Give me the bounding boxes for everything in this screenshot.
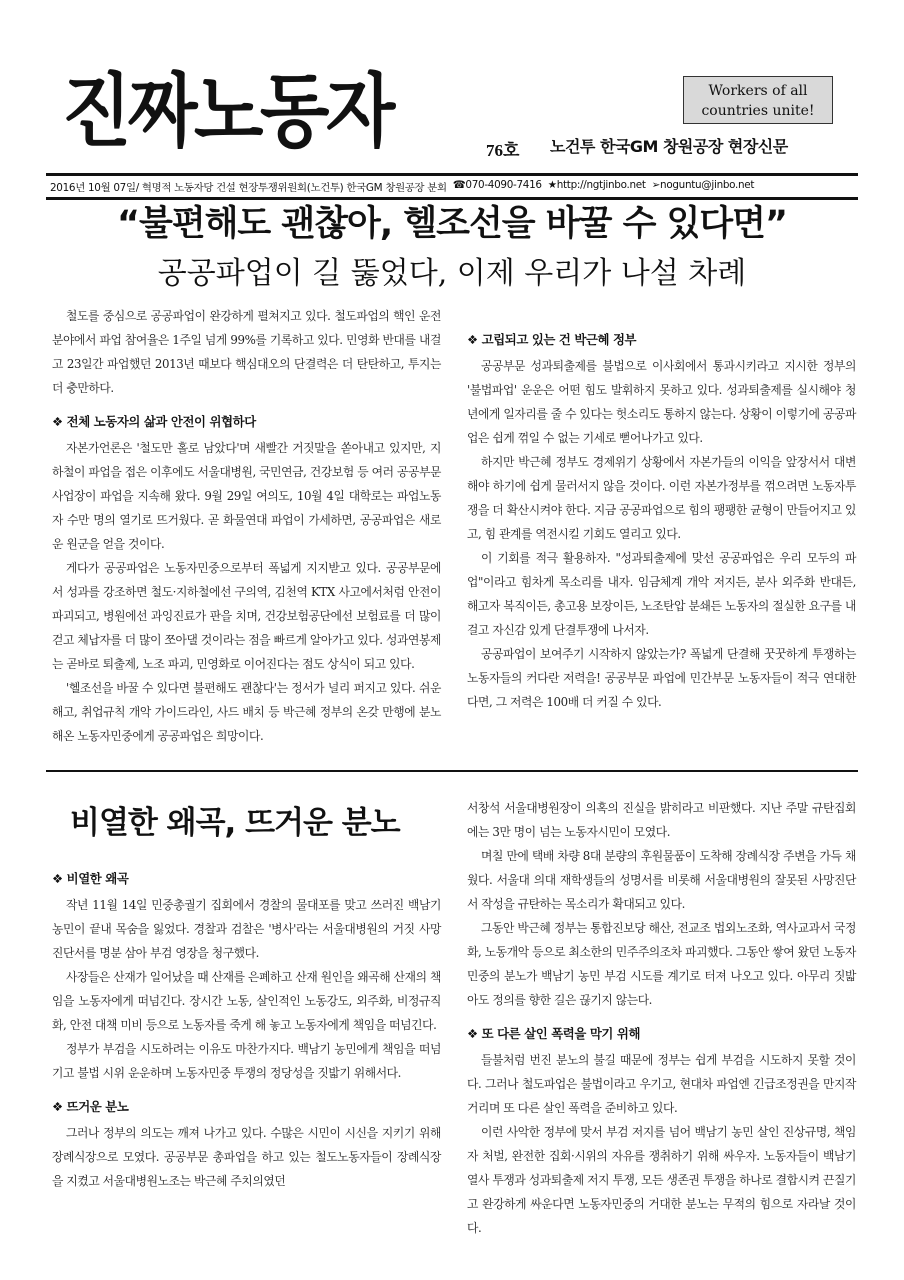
article2-left-column — [52, 857, 441, 1193]
section-heading: ❖ 또 다른 살인 폭력을 막기 위해 — [467, 1026, 641, 1041]
paragraph: 그러나 정부의 의도는 깨져 나가고 있다. 수많은 시민이 시신을 지키기 위해 장례식장으로 모였다. 공공부문 총파업을 하고 있는 철도노동자들이 장례식장을 지켰고 서울대병원노조는 박근혜 주치의였던 — [52, 1126, 441, 1188]
paragraph: 공공부문 성과퇴출제를 불법으로 이사회에서 통과시키라고 지시한 정부의 '불법파업' 운운은 어떤 힘도 발휘하지 못하고 있다. 성과퇴출제를 실시해야 청년에게 일자리를 줄 수 있다는 헛소리도 통하지 않는다. 상황이 이렇기에 공공파업은 쉽게 꺾일 수 없는 기세로 뻗어나가고 있다. — [467, 359, 856, 445]
phone: ☎070-4090-7416 — [452, 179, 542, 191]
paragraph: 며칠 만에 택배 차량 8대 분량의 후원물품이 도착해 장례식장 주변을 가득 채웠다. 서울대 의대 재학생들의 성명서를 비롯해 서울대병원의 잘못된 사망진단서 작성을 규탄하는 목소리가 확대되고 있다. — [467, 849, 856, 911]
section-heading: ❖ 전체 노동자의 삶과 안전이 위협하다 — [52, 414, 256, 429]
article1-right-column — [467, 318, 856, 714]
slogan-box — [683, 76, 833, 124]
paragraph: '헬조선을 바꿀 수 있다면 불편해도 괜찮다'는 정서가 널리 퍼지고 있다. 쉬운 해고, 취업규칙 개악 가이드라인, 사드 배치 등 박근혜 정부의 온갖 만행에 분노해온 노동자민중에게 공공파업은 희망이다. — [52, 681, 441, 743]
slogan-line-1: Workers of all — [708, 83, 808, 99]
paragraph: 하지만 박근혜 정부도 경제위기 상황에서 자본가들의 이익을 앞장서서 대변해야 하기에 쉽게 물러서지 않을 것이다. 이런 자본가정부를 꺾으려면 노동자투쟁을 더 확산시켜야 한다. 지금 공공파업으로 힘의 팽팽한 균형이 만들어지고 있고, 힘 관계를 역전시킬 기회도 열리고 있다. — [467, 455, 856, 541]
section-heading: ❖ 뜨거운 분노 — [52, 1099, 129, 1114]
section-heading: ❖ 고립되고 있는 건 박근혜 정부 — [467, 332, 637, 347]
article1-headline: “불편해도 괜찮아, 헬조선을 바꿀 수 있다면” — [117, 204, 787, 244]
section-heading: ❖ 비열한 왜곡 — [52, 871, 129, 886]
paragraph: 공공파업이 보여주기 시작하지 않았는가? 폭넓게 단결해 꿋꿋하게 투쟁하는 노동자들의 커다란 저력을! 공공부문 파업에 민간부문 노동자들이 적극 연대한다면, 그 저력은 100배 더 커질 수 있다. — [467, 647, 856, 709]
paragraph: 들불처럼 번진 분노의 불길 때문에 정부는 쉽게 부검을 시도하지 못할 것이다. 그러나 철도파업은 불법이라고 우기고, 현대차 파업엔 긴급조정권을 만지작거리며 또 다른 살인 폭력을 준비하고 있다. — [467, 1053, 856, 1115]
article1-left-column — [52, 304, 441, 748]
slogan-line-2: countries unite! — [701, 103, 815, 119]
paragraph: 그동안 박근혜 정부는 통합진보당 해산, 전교조 법외노조화, 역사교과서 국정화, 노동개악 등으로 최소한의 민주주의조차 파괴했다. 그동안 쌓여 왔던 노동자민중의 분노가 백남기 농민 부검 시도를 계기로 터져 나오고 있다. 아무리 짓밟아도 정의를 향한 길은 끊기지 않는다. — [467, 921, 856, 1007]
paragraph: 서창석 서울대병원장이 의혹의 진실을 밝히라고 비판했다. 지난 주말 규탄집회에는 3만 명이 넘는 노동자시민이 모였다. — [467, 801, 856, 839]
email-link[interactable]: ➢noguntu@jinbo.net — [651, 179, 755, 191]
paragraph: 이런 사악한 정부에 맞서 부검 저지를 넘어 백남기 농민 살인 진상규명, 책임자 처벌, 완전한 집회·시위의 자유를 쟁취하기 위해 싸우자. 노동자들이 백남기 열사 투쟁과 성과퇴출제 저지 투쟁, 모든 생존권 투쟁을 하나로 결합시켜 끈질기고 완강하게 싸운다면 노동자민중의 거대한 분노는 무적의 힘으로 자라날 것이다. — [467, 1125, 856, 1235]
paragraph: 철도를 중심으로 공공파업이 완강하게 펼쳐지고 있다. 철도파업의 핵인 운전 분야에서 파업 참여율은 1주일 넘게 99%를 기록하고 있다. 민영화 반대를 내걸고 23일간 파업했던 2013년 때보다 핵심대오의 단결력은 더 탄탄하고, 투지는 더 충만하다. — [52, 309, 441, 395]
paragraph: 이 기회를 적극 활용하자. "성과퇴출제에 맞선 공공파업은 우리 모두의 파업"이라고 힘차게 목소리를 내자. 임금체계 개악 저지든, 분사 외주화 반대든, 해고자 복직이든, 총고용 보장이든, 노조탄압 분쇄든 노동자의 절실한 요구를 내걸고 자신감 있게 단결투쟁에 나서자. — [467, 551, 856, 637]
paragraph: 작년 11월 14일 민중총궐기 집회에서 경찰의 물대포를 맞고 쓰러진 백남기 농민이 끝내 목숨을 잃었다. 경찰과 검찰은 '병사'라는 서울대병원의 거짓 사망진단서를 명분 삼아 부검 영장을 청구했다. — [52, 898, 441, 960]
article2-title: 비열한 왜곡, 뜨거운 분노 — [70, 805, 400, 841]
article2-right-column — [467, 796, 856, 1240]
date-org: 2016년 10월 07일/ 혁명적 노동자당 건설 현장투쟁위원회(노건투) 한국GM 창원공장 분회 — [50, 182, 447, 194]
newspaper-subtitle: 노건투 한국GM 창원공장 현장신문 — [550, 137, 788, 156]
info-bar — [50, 179, 856, 194]
website-link[interactable]: ★http://ngtjinbo.net — [547, 179, 646, 191]
article1-subhead: 공공파업이 길 뚫었다, 이제 우리가 나설 차례 — [157, 256, 747, 291]
masthead-rule-top — [46, 173, 858, 176]
paragraph: 자본가언론은 '철도만 홀로 남았다'며 새빨간 거짓말을 쏟아내고 있지만, 지하철이 파업을 접은 이후에도 서울대병원, 국민연금, 건강보험 등 여러 공공부문 사업장이 파업을 지속해 왔다. 9월 29일 여의도, 10월 4일 대학로는 파업노동자 수만 명의 열기로 뜨거웠다. 곧 화물연대 파업이 가세하면, 공공파업은 새로운 원군을 얻을 것이다. — [52, 441, 441, 551]
paragraph: 게다가 공공파업은 노동자민중으로부터 폭넓게 지지받고 있다. 공공부문에서 성과를 강조하면 철도·지하철에선 구의역, 김천역 KTX 사고에서처럼 안전이 파괴되고, 병원에선 과잉진료가 판을 치며, 건강보험공단에선 보험료를 더 많이 걷고 체납자를 더 많이 쪼아댈 것이라는 점을 빠르게 알아가고 있다. 성과연봉제는 곧바로 퇴출제, 노조 파괴, 민영화로 이어진다는 점도 상식이 되고 있다. — [52, 561, 441, 671]
newspaper-title: 진짜노동자 — [62, 65, 392, 158]
section-divider — [46, 770, 858, 772]
issue-number: 76호 — [486, 141, 520, 160]
paragraph: 정부가 부검을 시도하려는 이유도 마찬가지다. 백남기 농민에게 책임을 떠넘기고 불법 시위 운운하며 노동자민중 투쟁의 정당성을 짓밟기 위해서다. — [52, 1042, 441, 1080]
paragraph: 사장들은 산재가 일어났을 때 산재를 은폐하고 산재 원인을 왜곡해 산재의 책임을 노동자에게 떠넘긴다. 장시간 노동, 살인적인 노동강도, 외주화, 비정규직화, 안전 대책 미비 등으로 노동자를 죽게 해 놓고 노동자에게 책임을 떠넘긴다. — [52, 970, 441, 1032]
